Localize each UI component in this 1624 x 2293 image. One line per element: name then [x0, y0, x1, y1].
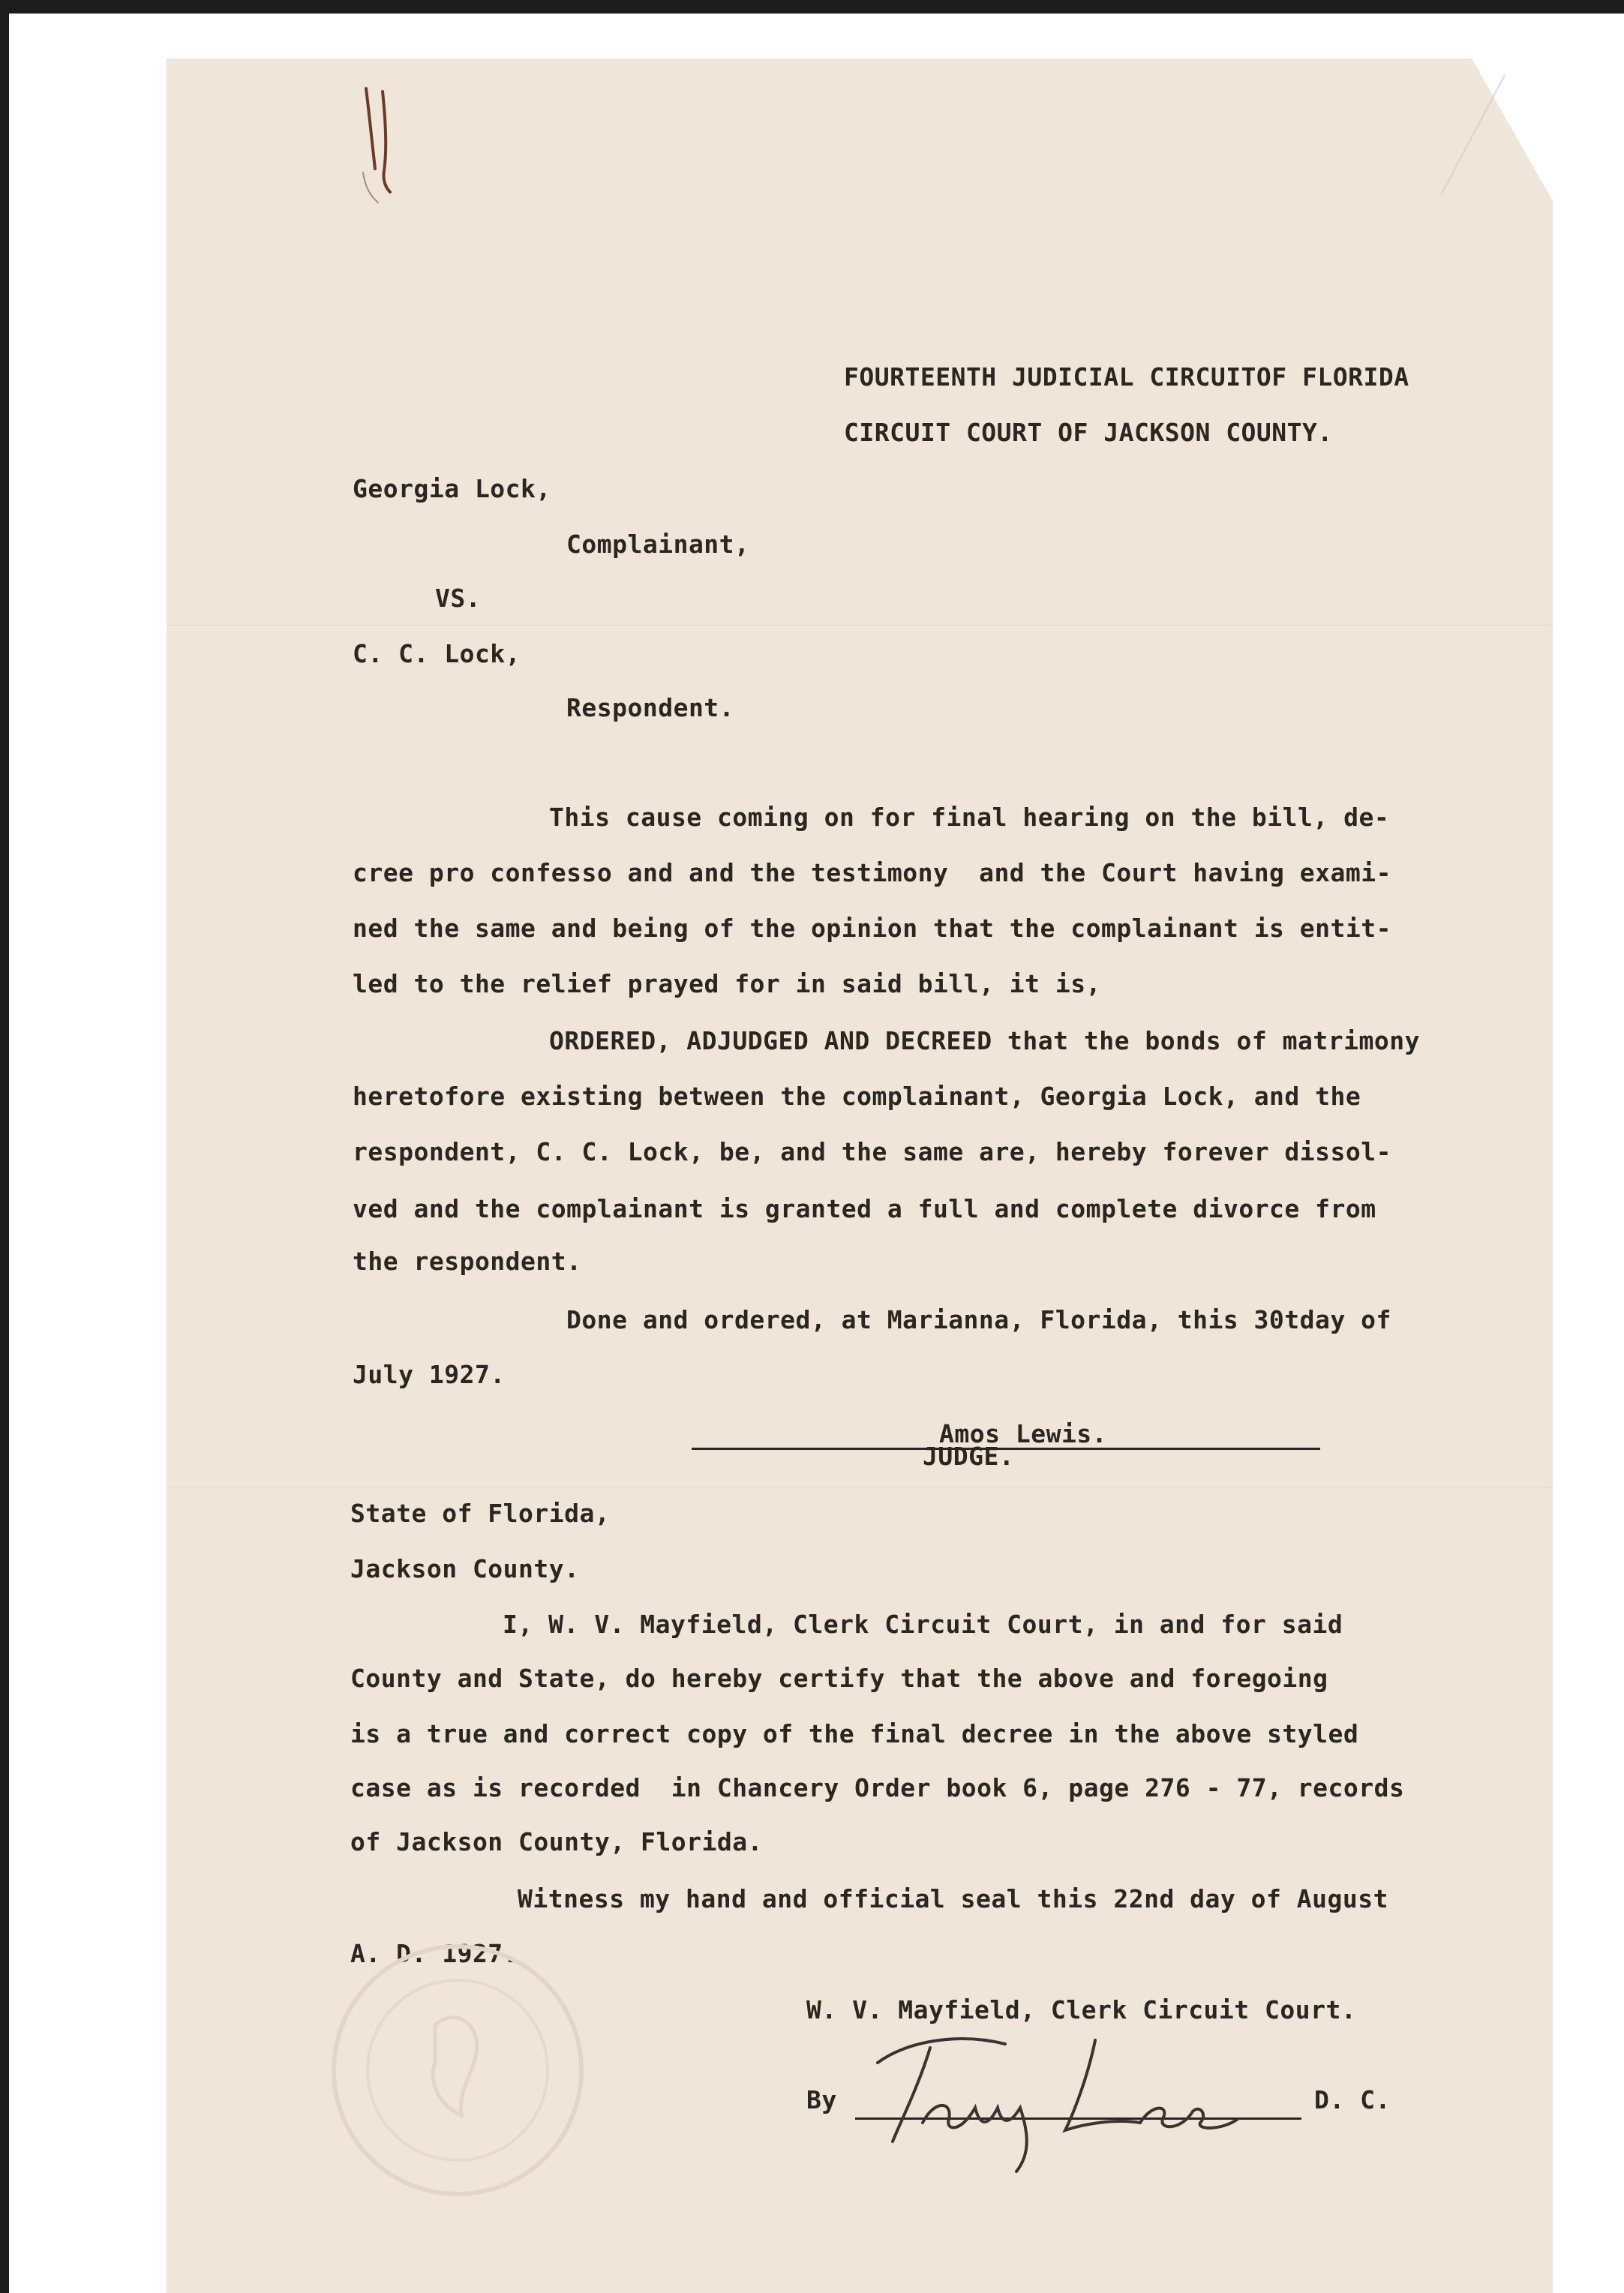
decree-line: heretofore existing between the complainant, Georgia Lock, and the — [353, 1082, 1361, 1111]
respondent-name: C. C. Lock, — [353, 639, 521, 668]
certificate-line: of Jackson County, Florida. — [350, 1827, 763, 1856]
scanner-border-left — [0, 0, 9, 2293]
certificate-line: County and State, do hereby certify that the above and foregoing — [350, 1664, 1328, 1693]
respondent-role: Respondent. — [566, 693, 735, 722]
judge-name: Amos Lewis. — [939, 1419, 1108, 1448]
scanner-border-top — [0, 0, 1624, 14]
decree-line: cree pro confesso and and the testimony and the Court having exami- — [353, 858, 1392, 887]
embossed-seal-icon — [323, 1935, 593, 2205]
dc-label: D. C. — [1314, 2085, 1391, 2114]
certificate-line: A. D. 1927. — [350, 1939, 519, 1968]
complainant-role: Complainant, — [566, 530, 750, 559]
certificate-line: is a true and correct copy of the final decree in the above styled — [350, 1719, 1359, 1748]
decree-line: ned the same and being of the opinion that the complainant is entit- — [353, 914, 1392, 943]
fold-crease — [167, 1487, 1553, 1490]
certificate-state: State of Florida, — [350, 1499, 611, 1528]
pen-mark-icon — [353, 83, 405, 210]
complainant-name: Georgia Lock, — [353, 474, 551, 503]
decree-line: respondent, C. C. Lock, be, and the same are, hereby forever dissol- — [353, 1137, 1392, 1166]
certificate-line: Witness my hand and official seal this 22nd day of August — [518, 1884, 1388, 1913]
certificate-line: case as is recorded in Chancery Order book 6, page 276 - 77, records — [350, 1773, 1405, 1802]
judge-title: JUDGE. — [923, 1442, 1015, 1471]
circuit-heading: FOURTEENTH JUDICIAL CIRCUITOF FLORIDA — [844, 362, 1409, 392]
decree-line: July 1927. — [353, 1360, 506, 1389]
fold-crease — [167, 625, 1553, 627]
decree-line: Done and ordered, at Marianna, Florida, this 30tday of — [566, 1305, 1391, 1334]
decree-line: led to the relief prayed for in said bill, it is, — [353, 969, 1102, 998]
decree-line: ved and the complainant is granted a full and complete divorce from — [353, 1194, 1376, 1223]
certificate-county: Jackson County. — [350, 1554, 580, 1583]
decree-line: the respondent. — [353, 1247, 582, 1276]
decree-line: This cause coming on for final hearing on the bill, de- — [549, 803, 1390, 832]
clerk-name: W. V. Mayfield, Clerk Circuit Court. — [806, 1995, 1357, 2024]
certificate-line: I, W. V. Mayfield, Clerk Circuit Court, in and for said — [503, 1610, 1343, 1639]
decree-line: ORDERED, ADJUDGED AND DECREED that the bonds of matrimony — [549, 1026, 1420, 1055]
by-label: By — [806, 2085, 837, 2114]
court-heading: CIRCUIT COURT OF JACKSON COUNTY. — [844, 418, 1333, 447]
versus-label: VS. — [435, 584, 482, 613]
handwritten-signature — [848, 2010, 1298, 2175]
